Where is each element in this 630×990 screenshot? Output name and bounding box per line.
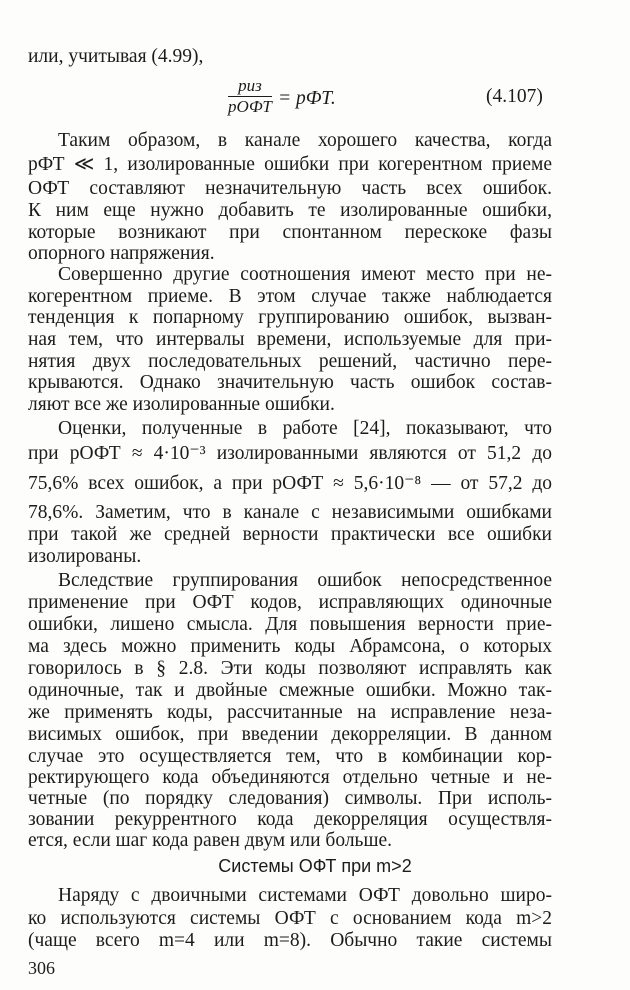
text-line: четные (по порядку следования) символы. При исполь-	[28, 788, 552, 809]
text-line: Наряду с двоичными системами ОФТ довольно широ-	[58, 885, 552, 906]
text-line: (чаще всего m=4 или m=8). Обычно такие системы	[28, 930, 552, 951]
text-line: при такой же средней верности практически все ошибки	[28, 524, 552, 545]
section-heading: Системы ОФТ при m>2	[218, 856, 412, 876]
text-line: случае это осуществляется тем, что в комбинации кор-	[28, 746, 552, 767]
text-line: говорилось в § 2.8. Эти коды позволяют исправлять как	[28, 658, 552, 679]
equation-fraction	[228, 76, 272, 117]
text-line: Вследствие группирования ошибок непосредственное	[58, 570, 552, 591]
text-line: Таким образом, в канале хорошего качества, когда	[58, 130, 552, 151]
text-line: когерентном приеме. В этом случае также наблюдается	[28, 286, 552, 307]
text-line: одиночные, так и двойные смежные ошибки. Можно так-	[28, 680, 552, 701]
text-line: ная тем, что интервалы времени, используемые для при-	[28, 329, 552, 350]
text-line: изолированы.	[28, 546, 142, 567]
page-number: 306	[28, 958, 55, 978]
equation-denominator: pОФТ	[228, 97, 272, 116]
text-line: нятия двух последовательных решений, частично пере-	[28, 351, 552, 372]
text-line: применение при ОФТ кодов, исправляющих одиночные	[28, 592, 552, 613]
text-line: крываются. Однако значительную часть ошибок состав-	[28, 372, 552, 393]
text-line: pФТ ≪ 1, изолированные ошибки при когерентном приеме	[28, 154, 552, 175]
text-line: опорного напряжения.	[28, 243, 215, 264]
text-line: при pОФТ ≈ 4·10⁻³ изолированными являются от 51,2 до	[28, 443, 552, 464]
text-line: Оценки, полученные в работе [24], показывают, что	[58, 418, 552, 439]
text-line: ма здесь можно применить коды Абрамсона, о которых	[28, 636, 552, 657]
text-line: ко используются системы ОФТ с основанием кода m>2	[28, 908, 552, 929]
text-line: ляют все же изолированные ошибки.	[28, 394, 335, 415]
equation-number: (4.107)	[486, 86, 543, 107]
text-line: К ним еще нужно добавить те изолированные ошибки,	[28, 200, 552, 221]
text-line: 78,6%. Заметим, что в канале с независимыми ошибками	[28, 502, 552, 523]
equation-rhs: = pФТ.	[278, 88, 336, 109]
text-line: Совершенно другие соотношения имеют место при не-	[58, 264, 552, 285]
text-line: ошибки, лишено смысла. Для повышения верности прие-	[28, 614, 552, 635]
text-line: которые возникают при спонтанном перескоке фазы	[28, 222, 552, 243]
text-line: тенденция к попарному группированию ошибок, вызван-	[28, 307, 552, 328]
text-line: зовании рекуррентного кода декорреляция осуществля-	[28, 809, 552, 830]
equation-numerator: pиз	[228, 76, 272, 97]
text-line: висимых ошибок, при введении декорреляции. В данном	[28, 724, 552, 745]
text-line: ректирующего кода объединяются отдельно четные и не-	[28, 767, 552, 788]
intro-line: или, учитывая (4.99),	[28, 46, 204, 67]
text-line: ется, если шаг кода равен двум или больше.	[28, 830, 392, 851]
text-line: 75,6% всех ошибок, а при pОФТ ≈ 5,6·10⁻⁸ — от 57,2 до	[28, 473, 552, 494]
text-line: же применять коды, рассчитанные на исправление неза-	[28, 702, 552, 723]
text-line: ОФТ составляют незначительную часть всех ошибок.	[28, 178, 552, 199]
